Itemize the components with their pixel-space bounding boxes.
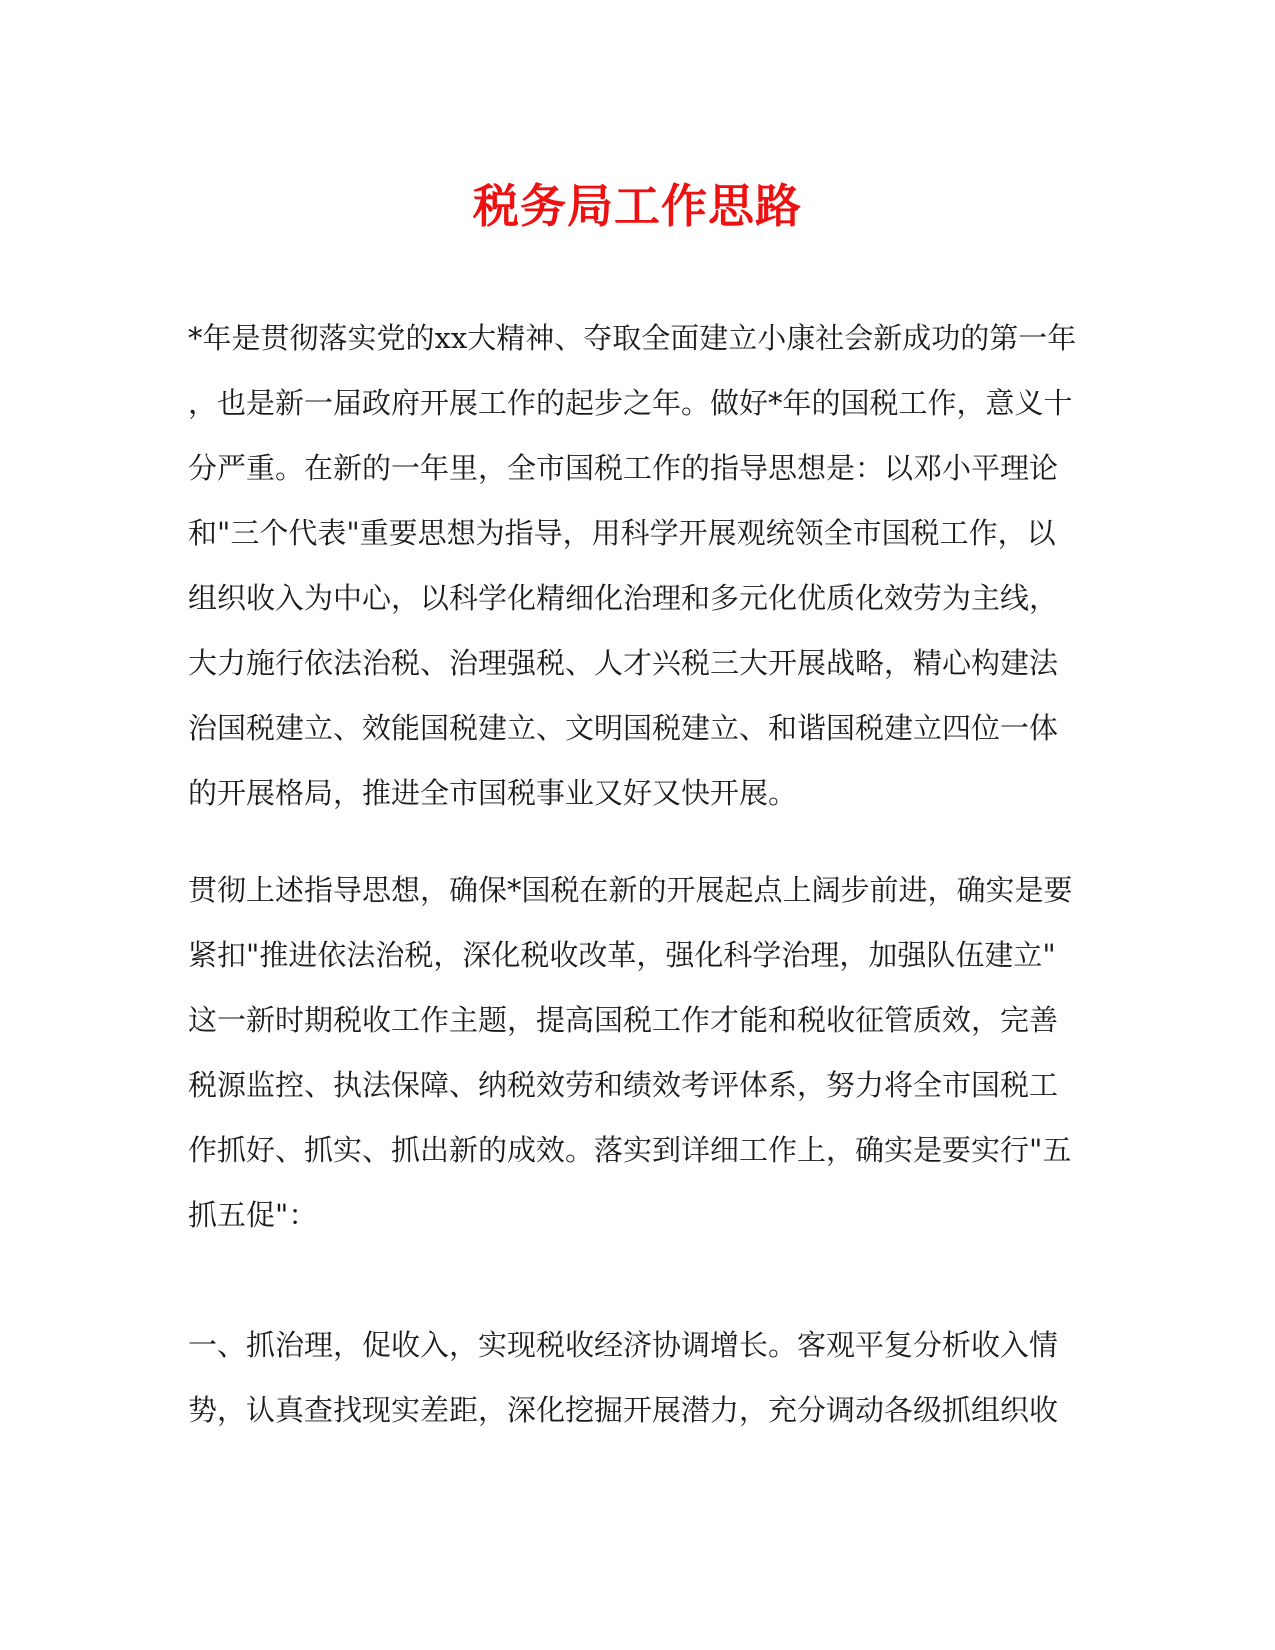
paragraph-line: 贯彻上述指导思想，确保*国税在新的开展起点上阔步前进，确实是要	[188, 873, 1073, 907]
paragraph-2	[188, 858, 1088, 1248]
paragraph-line: 组织收入为中心，以科学化精细化治理和多元化优质化效劳为主线，	[188, 581, 1059, 615]
document-title: 税务局工作思路	[473, 179, 802, 233]
paragraph-line: 紧扣"推进依法治税，深化税收改革，强化科学治理，加强队伍建立"	[188, 938, 1056, 972]
paragraph-line: 分严重。在新的一年里，全市国税工作的指导思想是：以邓小平理论	[188, 451, 1059, 485]
paragraph-line: 的开展格局，推进全市国税事业又好又快开展。	[188, 776, 798, 810]
paragraph-1	[188, 306, 1088, 826]
paragraph-line: 治国税建立、效能国税建立、文明国税建立、和谐国税建立四位一体	[188, 711, 1059, 745]
paragraph-3	[188, 1313, 1088, 1443]
paragraph-line: 一、抓治理，促收入，实现税收经济协调增长。客观平复分析收入情	[188, 1328, 1059, 1362]
paragraph-line: 作抓好、抓实、抓出新的成效。落实到详细工作上，确实是要实行"五	[188, 1133, 1072, 1167]
paragraph-line: ，也是新一届政府开展工作的起步之年。做好*年的国税工作，意义十	[188, 386, 1073, 420]
paragraph-line: 这一新时期税收工作主题，提高国税工作才能和税收征管质效，完善	[188, 1003, 1059, 1037]
paragraph-line: 大力施行依法治税、治理强税、人才兴税三大开展战略，精心构建法	[188, 646, 1059, 680]
paragraph-line: *年是贯彻落实党的xx大精神、夺取全面建立小康社会新成功的第一年	[188, 321, 1077, 355]
paragraph-line: 抓五促"：	[188, 1198, 318, 1232]
paragraph-line: 势，认真查找现实差距，深化挖掘开展潜力，充分调动各级抓组织收	[188, 1393, 1059, 1427]
paragraph-line: 税源监控、执法保障、纳税效劳和绩效考评体系，努力将全市国税工	[188, 1068, 1059, 1102]
paragraph-line: 和"三个代表"重要思想为指导，用科学开展观统领全市国税工作，以	[188, 516, 1056, 550]
